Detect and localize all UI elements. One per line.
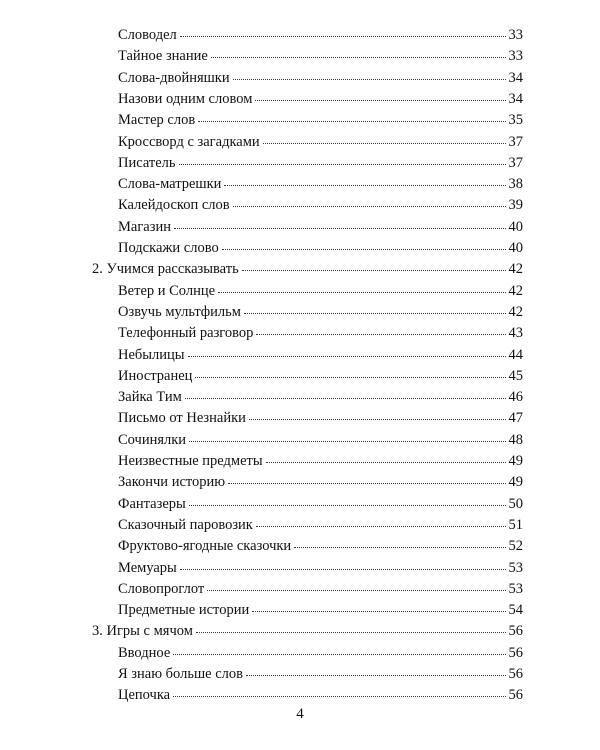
toc-entry-page: 40 (508, 218, 523, 235)
dot-leader (174, 216, 506, 229)
toc-item (118, 111, 523, 129)
toc-entry-page: 52 (508, 538, 523, 555)
toc-entry-page: 37 (508, 154, 523, 171)
toc-entry-page: 51 (508, 516, 523, 533)
toc-entry-title: Цепочка (118, 687, 171, 704)
dot-leader (224, 173, 505, 186)
toc-entry-page: 40 (508, 240, 523, 256)
dot-leader (179, 152, 506, 165)
toc-item (118, 431, 523, 449)
toc-entry-title: 3. Игры с мячом (92, 623, 193, 640)
toc-entry-title: Фантазеры (118, 495, 186, 512)
toc-item (118, 473, 523, 491)
dot-leader (233, 67, 506, 80)
dot-leader (195, 365, 505, 378)
toc-entry-title: Тайное знание (118, 48, 208, 65)
toc-item (118, 154, 523, 172)
toc-entry-title: Сказочный паровозик (118, 516, 253, 533)
toc-entry-page: 35 (508, 112, 523, 129)
toc-entry-title: Небылицы (118, 346, 185, 363)
dot-leader (180, 557, 506, 570)
dot-leader (207, 578, 505, 591)
toc-item (118, 282, 523, 300)
dot-leader (256, 514, 506, 527)
toc-entry-title: Слова-двойняшки (118, 69, 230, 86)
dot-leader (266, 450, 506, 463)
toc-entry-page: 44 (508, 346, 523, 363)
toc-entry-title: Зайка Тим (118, 389, 182, 406)
toc-item (118, 409, 523, 427)
toc-entry-page: 47 (508, 410, 523, 427)
toc-entry-page: 33 (508, 27, 523, 43)
toc-entry-title: Магазин (118, 218, 171, 235)
toc-item (118, 452, 523, 470)
toc-item (118, 559, 523, 577)
toc-entry-page: 56 (508, 687, 523, 704)
toc-item (118, 324, 523, 342)
toc-entry-page: 56 (508, 666, 523, 682)
toc-entry-title: Фруктово-ягодные сказочки (118, 538, 292, 555)
toc-entry-page: 43 (508, 325, 523, 342)
toc-entry-title: Писатель (118, 154, 176, 171)
dot-leader (189, 493, 506, 506)
toc-entry-title: Закончи историю (118, 474, 226, 491)
toc-item (118, 196, 523, 214)
toc-entry-title: Сочинялки (118, 431, 187, 448)
dot-leader (173, 684, 505, 697)
toc-item (118, 47, 523, 65)
toc-entry-page: 49 (508, 453, 523, 469)
toc-entry-title: Ветер и Солнце (118, 282, 216, 299)
toc-entry-page: 48 (508, 431, 523, 448)
toc-entry-title: Слова-матрешки (118, 176, 222, 193)
toc-entry-page: 42 (508, 282, 523, 299)
toc-entry-page: 49 (508, 474, 523, 491)
toc-entry-title: Предметные истории (118, 602, 250, 619)
dot-leader (173, 642, 505, 655)
toc-entry-page: 56 (508, 644, 523, 661)
toc-item (118, 90, 523, 108)
toc-item (118, 26, 523, 44)
toc-entry-title: Иностранец (118, 367, 193, 384)
toc-entry-page: 46 (508, 389, 523, 406)
dot-leader (252, 599, 505, 612)
toc-entry-page: 54 (508, 602, 523, 619)
toc-entry-page: 34 (508, 69, 523, 86)
dot-leader (263, 131, 506, 144)
toc-item (118, 601, 523, 619)
dot-leader (228, 471, 505, 484)
toc-entry-page: 38 (508, 176, 523, 193)
toc-entry-page: 33 (508, 48, 523, 65)
toc-entry-title: Назови одним словом (118, 90, 253, 107)
dot-leader (218, 280, 505, 293)
toc-item (118, 346, 523, 364)
toc-entry-page: 53 (508, 580, 523, 597)
page-number: 4 (296, 706, 304, 722)
toc-item (118, 133, 523, 151)
dot-leader (189, 429, 505, 442)
toc-entry-page: 34 (508, 90, 523, 107)
toc-entry-page: 37 (508, 133, 523, 150)
toc-entry-title: Письмо от Незнайки (118, 410, 246, 427)
toc-item (118, 175, 523, 193)
toc-entry-page: 56 (508, 623, 523, 640)
toc-entry-title: Неизвестные предметы (118, 453, 263, 469)
toc-entry-page: 50 (508, 495, 523, 512)
dot-leader (255, 88, 505, 101)
toc-entry-title: Калейдоскоп слов (118, 197, 230, 214)
toc-entry-title: Кроссворд с загадками (118, 133, 260, 150)
toc-entry-page: 39 (508, 197, 523, 214)
toc-item (118, 367, 523, 385)
dot-leader (242, 258, 506, 271)
dot-leader (188, 344, 506, 357)
toc-item (118, 686, 523, 704)
dot-leader (256, 322, 505, 335)
toc-entry-title: Словопроглот (118, 580, 205, 597)
dot-leader (249, 407, 506, 420)
toc-entry-title: Мемуары (118, 559, 177, 576)
toc-entry-title: Вводное (118, 644, 171, 661)
dot-leader (222, 237, 506, 250)
toc-entry-page: 42 (508, 261, 523, 278)
dot-leader (180, 24, 506, 37)
dot-leader (294, 535, 505, 548)
toc-item (118, 69, 523, 87)
dot-leader (244, 301, 506, 314)
toc-entry-title: 2. Учимся рассказывать (92, 261, 239, 278)
toc-section (92, 622, 523, 640)
toc-entry-title: Озвучь мультфильм (118, 303, 241, 320)
toc-item (118, 303, 523, 321)
toc-entry-title: Телефонный разговор (118, 325, 254, 342)
toc-entry-page: 45 (508, 367, 523, 384)
toc-entry-title: Словодел (118, 27, 177, 43)
toc-entry-page: 53 (508, 559, 523, 576)
toc-item (118, 218, 523, 236)
toc-entry-title: Подскажи слово (118, 240, 219, 256)
toc-item (118, 644, 523, 662)
dot-leader (196, 620, 506, 633)
toc-item (118, 665, 523, 683)
toc-item (118, 388, 523, 406)
toc-section (92, 260, 523, 278)
toc-item (118, 516, 523, 534)
dot-leader (185, 386, 506, 399)
toc-item (118, 537, 523, 555)
toc-item (118, 495, 523, 513)
toc-entry-page: 42 (508, 303, 523, 320)
dot-leader (233, 194, 506, 207)
toc-entry-title: Мастер слов (118, 112, 196, 129)
toc-item (118, 239, 523, 257)
dot-leader (211, 45, 506, 58)
dot-leader (246, 663, 506, 676)
toc-entry-title: Я знаю больше слов (118, 666, 243, 682)
toc-item (118, 580, 523, 598)
dot-leader (198, 109, 505, 122)
